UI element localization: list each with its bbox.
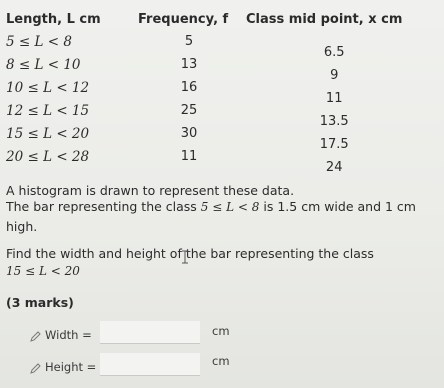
header-midpoint: Class mid point, x cm xyxy=(246,11,403,27)
table-row xyxy=(6,99,402,122)
width-label: Width = xyxy=(45,328,92,342)
width-row xyxy=(30,328,92,342)
cell-midpoint: 24 xyxy=(325,160,343,175)
height-input[interactable] xyxy=(100,353,200,376)
cell-midpoint: 9 xyxy=(330,68,339,83)
frequency-table xyxy=(6,8,403,175)
table-row xyxy=(6,76,402,99)
table-row xyxy=(6,122,402,145)
cell-midpoint: 6.5 xyxy=(323,45,345,60)
task-class: 15 ≤ L < 20 xyxy=(6,264,80,278)
question-intro: A histogram is drawn to represent these data. xyxy=(6,183,295,198)
cell-frequency: 30 xyxy=(180,126,198,141)
cell-length: 5 ≤ L < 8 xyxy=(6,33,72,50)
width-unit: cm xyxy=(212,324,230,338)
table-row xyxy=(6,53,402,76)
question-task: Find the width and height of the bar representing the class xyxy=(6,246,374,261)
height-label: Height = xyxy=(45,360,97,374)
given-text-start: The bar representing the class xyxy=(6,199,201,214)
cell-frequency: 5 xyxy=(184,34,194,49)
cell-length: 15 ≤ L < 20 xyxy=(6,125,90,142)
question-given xyxy=(6,198,442,216)
cell-length: 20 ≤ L < 28 xyxy=(6,148,90,165)
cell-midpoint: 11 xyxy=(325,91,343,106)
cell-midpoint: 13.5 xyxy=(319,114,349,129)
table-row xyxy=(6,145,402,168)
cell-length: 8 ≤ L < 10 xyxy=(6,56,81,73)
cell-frequency: 11 xyxy=(180,149,198,164)
height-unit: cm xyxy=(212,354,230,368)
table-row xyxy=(6,30,402,53)
question-given-line2: high. xyxy=(6,219,38,234)
cell-length: 10 ≤ L < 12 xyxy=(6,79,90,96)
table-header-row xyxy=(6,8,402,30)
width-input[interactable] xyxy=(100,321,200,344)
cell-length: 12 ≤ L < 15 xyxy=(6,102,90,119)
cell-midpoint: 17.5 xyxy=(319,137,349,152)
height-row xyxy=(30,360,96,374)
pencil-icon xyxy=(30,330,42,342)
cell-frequency: 16 xyxy=(180,80,198,95)
given-text-end: is 1.5 cm wide and 1 cm xyxy=(259,199,416,214)
given-class: 5 ≤ L < 8 xyxy=(200,200,260,214)
header-frequency: Frequency, f xyxy=(138,11,229,27)
cell-frequency: 25 xyxy=(180,103,198,118)
text-cursor-icon xyxy=(180,249,190,263)
header-length: Length, L cm xyxy=(6,11,101,27)
cell-frequency: 13 xyxy=(180,57,198,72)
marks-label: (3 marks) xyxy=(6,295,74,310)
pencil-icon xyxy=(30,362,42,374)
